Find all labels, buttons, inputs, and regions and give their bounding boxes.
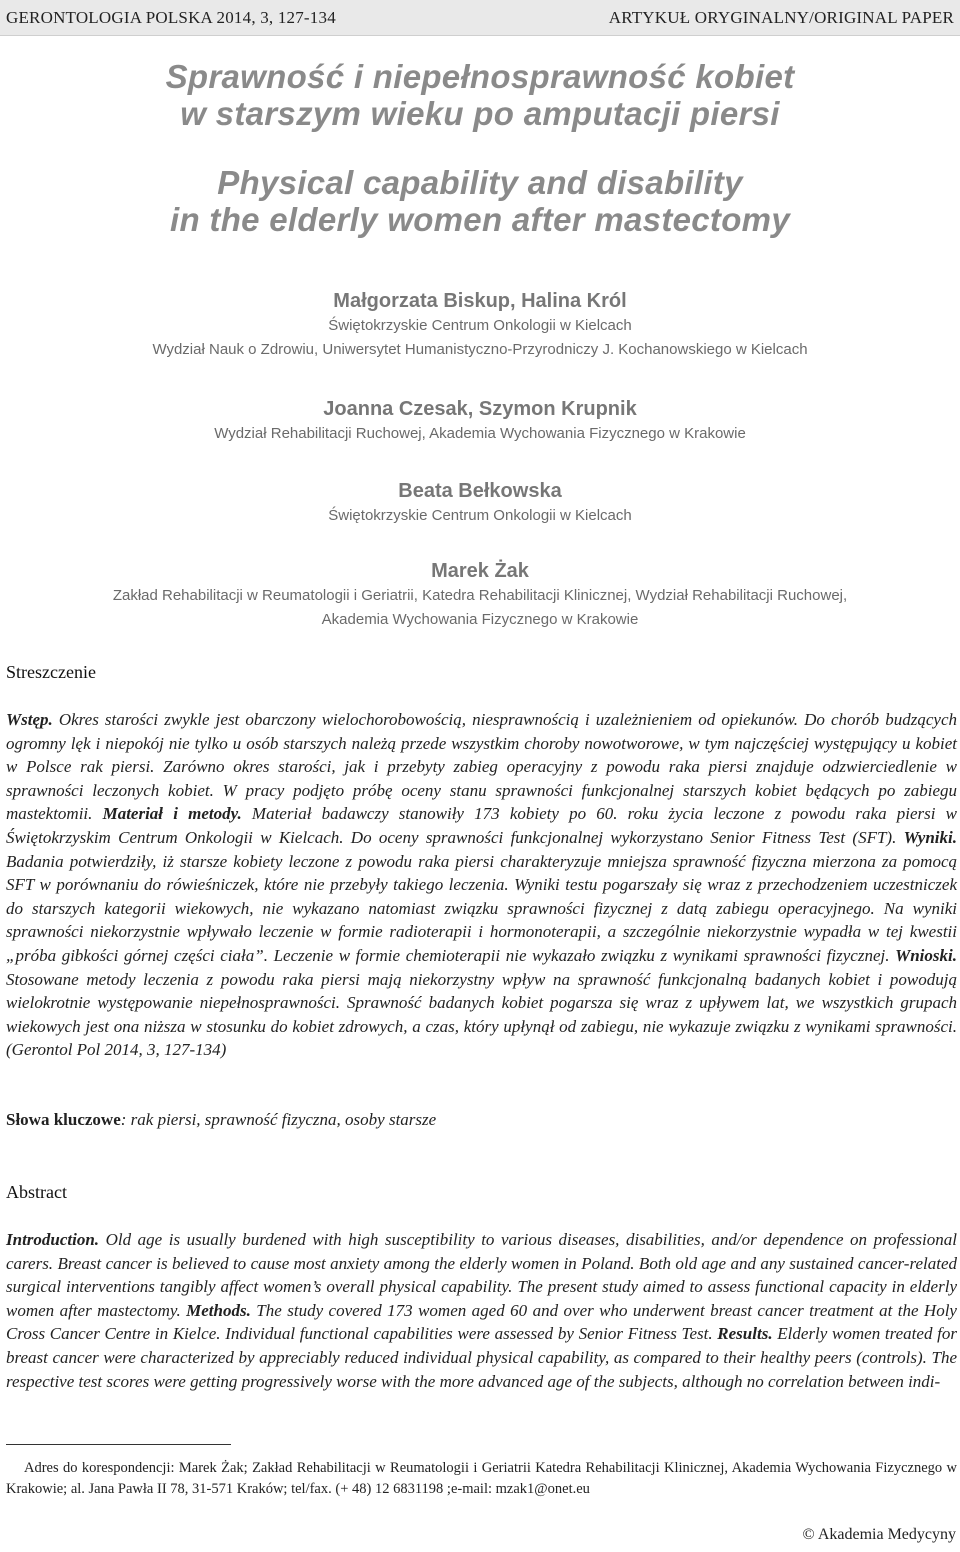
author-affiliation: Świętokrzyskie Centrum Onkologii w Kielcach (328, 507, 632, 524)
wstep-text: Okres starości zwykle jest obarczony wielochorobowością, niesprawnością i uzależnieniem od opiekunów. Do chorób budzących ogromny lęk i niepokój nie tylko u osób starszych należą przede wszystkim choroby nowotworowe, w tym najczęściej występujący u kobiet w Polsce rak piersi. Zarówno okres starości, jak i przebyty zabieg operacyjny z powodu raka piersi znajduje odzwierciedlenie w sprawności leczonych kobiet. W pracy podjęto próbę oceny stanu sprawności funkcjonalnej starszych kobiet będących po zabiegu mastektomii. (6, 710, 957, 824)
author-affiliation: Wydział Rehabilitacji Ruchowej, Akademia Wychowania Fizycznego w Krakowie (214, 425, 746, 442)
title-en-line1: Physical capability and disability (217, 164, 743, 201)
keywords-line (6, 1110, 436, 1130)
author-affiliation: Zakład Rehabilitacji w Reumatologii i Geriatrii, Katedra Rehabilitacji Klinicznej, Wydział Rehabilitacji Ruchowej, (112, 587, 848, 604)
methods-label: Methods. (186, 1300, 251, 1320)
intro-text: Old age is usually burdened with high susceptibility to various diseases, disabilities, and/or dependence on professional carers. Breast cancer is believed to cause most anxiety among the elderly women in Poland. Both old age and any sustained cancer-related surgical interventions tangibly affect women’s overall physical capability. The present study aimed to assess functional capacity in elderly women after mastectomy. (6, 1230, 957, 1320)
author-names: Beata Bełkowska (398, 480, 562, 502)
article-type: ARTYKUŁ ORYGINALNY/ORIGINAL PAPER (608, 7, 954, 27)
wnioski-text: Stosowane metody leczenia z powodu raka piersi mają niekorzystny wpływ na sprawność funkcjonalną badanych kobiet i powodują wielokrotnie występowanie niepełnosprawności. Sprawność badanych kobiet pogarsza się wraz z upływem lat, we wszystkich grupach wiekowych jest ona niższa w stosunku do kobiet zdrowych, a czas, który upłynął od zabiegu, nie wykazuje związku z wynikami sprawności. (Gerontol Pol 2014, 3, 127-134) (6, 969, 957, 1060)
author-affiliation: Akademia Wychowania Fizycznego w Krakowie (321, 611, 639, 628)
author-names: Joanna Czesak, Szymon Krupnik (323, 398, 637, 420)
author-affiliation: Świętokrzyskie Centrum Onkologii w Kielcach (328, 317, 632, 334)
footnote-divider (6, 1444, 231, 1445)
wyniki-text: Badania potwierdziły, iż starsze kobiety leczone z powodu raka piersi charakteryzuje mniejsza sprawność fizyczna mierzona za pomocą SFT w porównaniu do rówieśniczek, które nie przebyły takiego leczenia. Wyniki testu pogarszały się wraz z przechodzeniem uczestniczek do starszych kategorii wiekowych, nie wykazano natomiast związku sprawności fizycznej z datą zabiegu operacyjnego. Na wyniki sprawności niekorzystnie wpływało leczenie w formie radioterapii i hormonoterapii, a szczególnie niekorzystnie wypadła w tej kwestii „próba gibkości górnej części ciała”. Leczenie w formie chemioterapii nie wykazało związku z wynikami sprawności fizycznej. (6, 851, 957, 965)
results-label: Results. (717, 1324, 773, 1344)
streszczenie-heading: Streszczenie (6, 662, 96, 682)
wnioski-label: Wnioski. (895, 945, 957, 965)
methods-text: The study covered 173 women aged 60 and over who underwent breast cancer treatment at the Holy Cross Cancer Centre in Kielce. Individual functional capabilities were assessed by Senior Fitness Test. (6, 1300, 957, 1344)
author-names: Małgorzata Biskup, Halina Król (333, 290, 627, 312)
title-block (0, 58, 960, 238)
title-pl-line1: Sprawność i niepełnosprawność kobiet (165, 58, 795, 95)
author-affiliation: Wydział Nauk o Zdrowiu, Uniwersytet Humanistyczno-Przyrodniczy J. Kochanowskiego w Kielcach (152, 341, 808, 358)
wyniki-label: Wyniki. (903, 827, 957, 847)
metody-text: Materiał badawczy stanowiły 173 kobiety po 60. roku życia leczone z powodu raka piersi w Świętokrzyskim Centrum Onkologii w Kielcach. Do oceny sprawności funkcjonalnej wykorzystano Senior Fitness Test (SFT). (6, 804, 957, 847)
journal-header (0, 0, 960, 36)
intro-label: Introduction. (6, 1230, 100, 1249)
journal-citation: GERONTOLOGIA POLSKA 2014, 3, 127-134 (6, 7, 336, 27)
author-names: Marek Żak (431, 560, 529, 582)
title-pl-line2: w starszym wieku po amputacji piersi (180, 95, 780, 132)
metody-label: Materiał i metody. (102, 804, 242, 824)
authors-block (0, 288, 960, 632)
streszczenie-body (6, 708, 957, 1062)
title-en-line2: in the elderly women after mastectomy (170, 201, 790, 238)
correspondence-footnote: Adres do korespondencji: Marek Żak; Zakład Rehabilitacji w Reumatologii i Geriatrii Katedra Rehabilitacji Klinicznej, Akademia Wychowania Fizycznego w Krakowie; al. Jana Pawła II 78, 31-571 Kraków; tel/fax. (+ 48) 12 6831198 ;e-mail: mzak1@onet.eu (6, 1460, 957, 1497)
abstract-body (6, 1228, 957, 1393)
abstract-heading: Abstract (6, 1182, 67, 1202)
wstep-label: Wstęp. (6, 710, 53, 729)
keywords-text: : rak piersi, sprawność fizyczna, osoby starsze (120, 1110, 437, 1129)
results-text: Elderly women treated for breast cancer were characterized by appreciably reduced individual physical capability, as compared to their healthy peers (controls). The respective test scores were getting progressively worse with the more advanced age of the subjects, although no correlation between indi- (6, 1324, 957, 1391)
keywords-label: Słowa kluczowe (6, 1110, 121, 1129)
copyright-notice: © Akademia Medycyny (802, 1526, 956, 1543)
